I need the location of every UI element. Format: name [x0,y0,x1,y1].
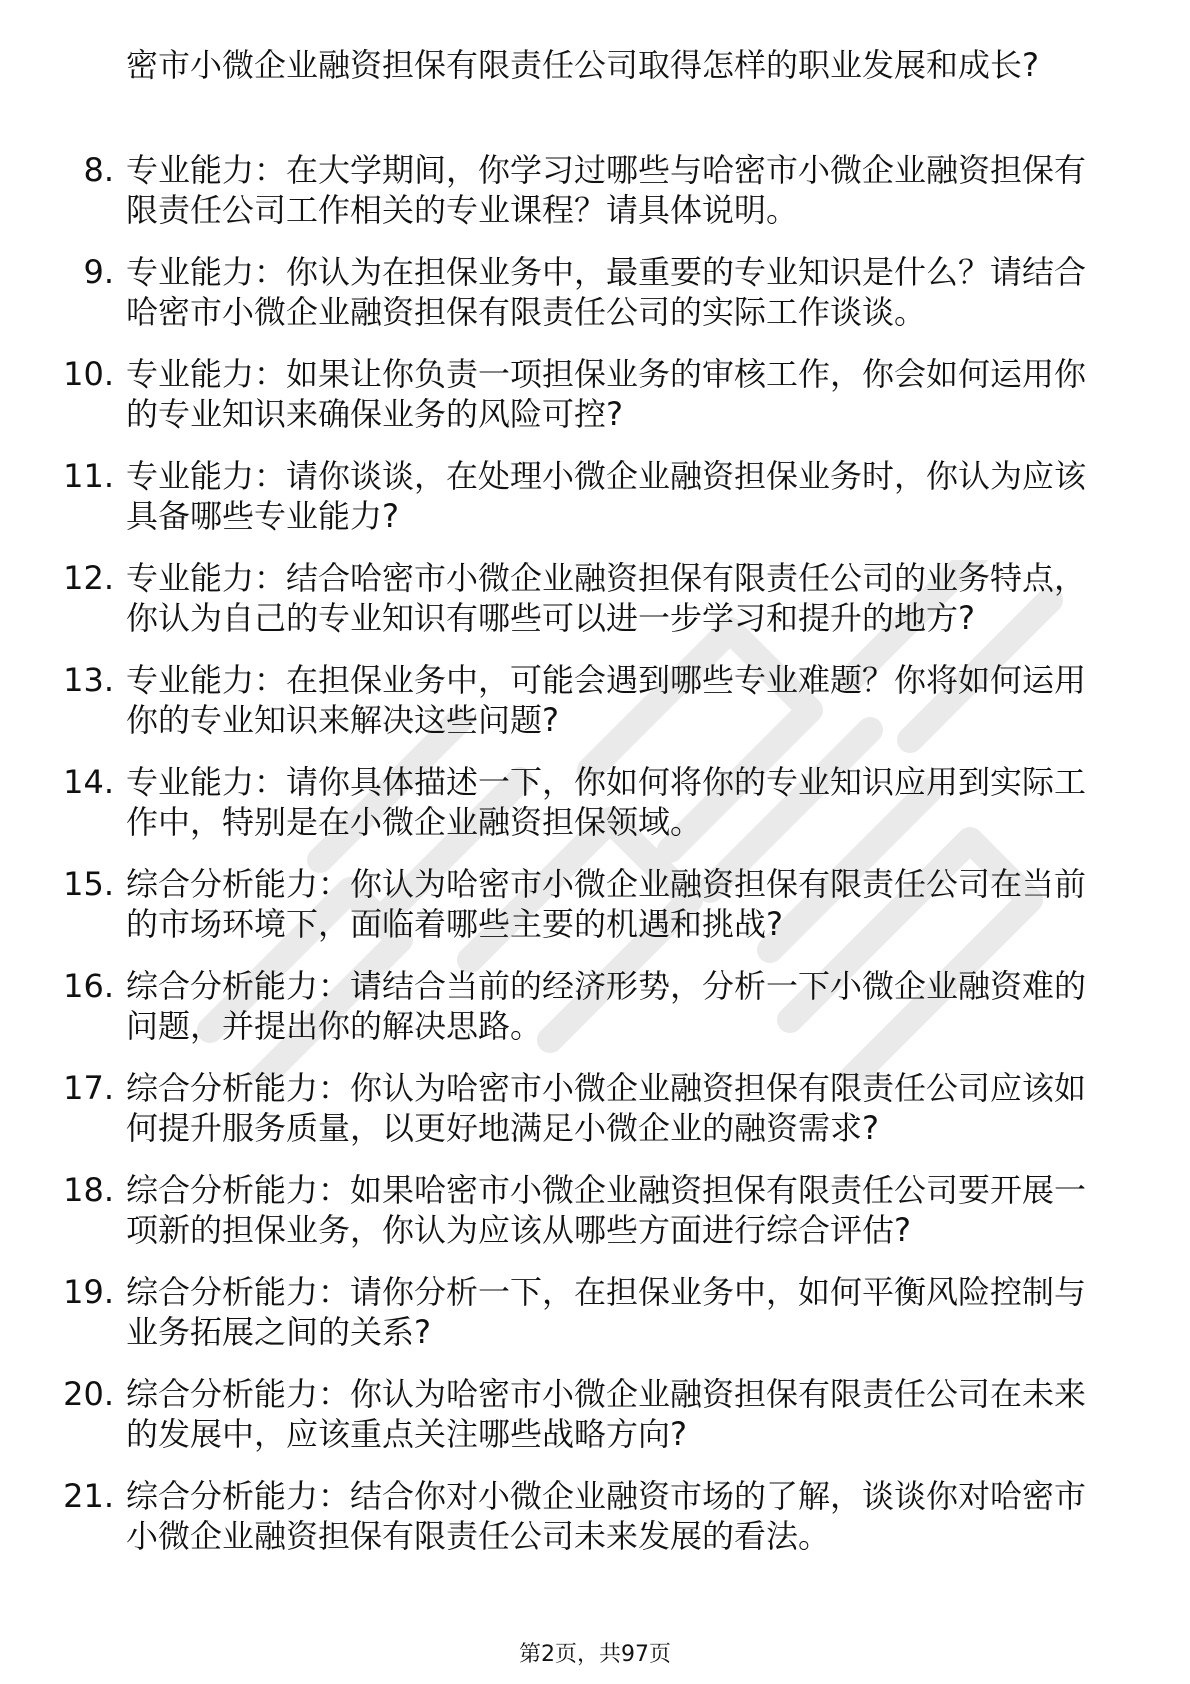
question-number: 19. [63,1273,114,1311]
question-item [0,762,1116,842]
question-text: 综合分析能力：你认为哈密市小微企业融资担保有限责任公司应该如何提升服务质量，以更好地满足小微企业的融资需求? [126,1069,1087,1147]
page-footer: 第2页，共97页 [519,1642,671,1667]
question-number: 21. [63,1477,114,1515]
question-number: 13. [63,661,114,699]
question-list [0,150,1190,1578]
question-number: 16. [63,967,114,1005]
question-item [0,864,1116,944]
question-number: 18. [63,1171,114,1209]
question-number: 17. [63,1069,114,1107]
question-text: 专业能力：如果让你负责一项担保业务的审核工作，你会如何运用你的专业知识来确保业务的风险可控? [126,355,1087,433]
question-number: 10. [63,355,114,393]
question-item [0,558,1116,638]
question-item [0,456,1116,536]
question-item [0,966,1116,1046]
question-text: 专业能力：请你谈谈，在处理小微企业融资担保业务时，你认为应该具备哪些专业能力? [126,457,1087,535]
question-text: 专业能力：你认为在担保业务中，最重要的专业知识是什么？请结合哈密市小微企业融资担保有限责任公司的实际工作谈谈。 [126,253,1087,331]
question-number: 11. [63,457,114,495]
question-item [0,354,1116,434]
question-number: 8. [83,151,114,189]
question-item [0,1068,1116,1148]
question-text: 综合分析能力：请结合当前的经济形势，分析一下小微企业融资难的问题，并提出你的解决思路。 [126,967,1087,1045]
question-item [0,660,1116,740]
question-item [0,1272,1116,1352]
question-text: 专业能力：请你具体描述一下，你如何将你的专业知识应用到实际工作中，特别是在小微企业融资担保领域。 [126,763,1087,841]
question-number: 9. [83,253,114,291]
question-number: 15. [63,865,114,903]
question-text: 专业能力：结合哈密市小微企业融资担保有限责任公司的业务特点，你认为自己的专业知识有哪些可以进一步学习和提升的地方? [126,559,1087,637]
question-text: 专业能力：在担保业务中，可能会遇到哪些专业难题？你将如何运用你的专业知识来解决这些问题? [126,661,1087,739]
question-text: 综合分析能力：如果哈密市小微企业融资担保有限责任公司要开展一项新的担保业务，你认为应该从哪些方面进行综合评估? [126,1171,1087,1249]
question-text: 综合分析能力：你认为哈密市小微企业融资担保有限责任公司在未来的发展中，应该重点关注哪些战略方向? [126,1375,1087,1453]
intro-continuation: 密市小微企业融资担保有限责任公司取得怎样的职业发展和成长? [126,46,1039,84]
question-text: 综合分析能力：请你分析一下，在担保业务中，如何平衡风险控制与业务拓展之间的关系? [126,1273,1087,1351]
question-text: 专业能力：在大学期间，你学习过哪些与哈密市小微企业融资担保有限责任公司工作相关的专业课程？请具体说明。 [126,151,1087,229]
question-item [0,1374,1116,1454]
question-number: 20. [63,1375,114,1413]
question-item [0,252,1116,332]
question-text: 综合分析能力：你认为哈密市小微企业融资担保有限责任公司在当前的市场环境下，面临着哪些主要的机遇和挑战? [126,865,1087,943]
question-text: 综合分析能力：结合你对小微企业融资市场的了解，谈谈你对哈密市小微企业融资担保有限责任公司未来发展的看法。 [126,1477,1087,1555]
question-number: 12. [63,559,114,597]
question-item [0,1170,1116,1250]
question-item [0,1476,1116,1556]
question-item [0,150,1116,230]
question-number: 14. [63,763,114,801]
